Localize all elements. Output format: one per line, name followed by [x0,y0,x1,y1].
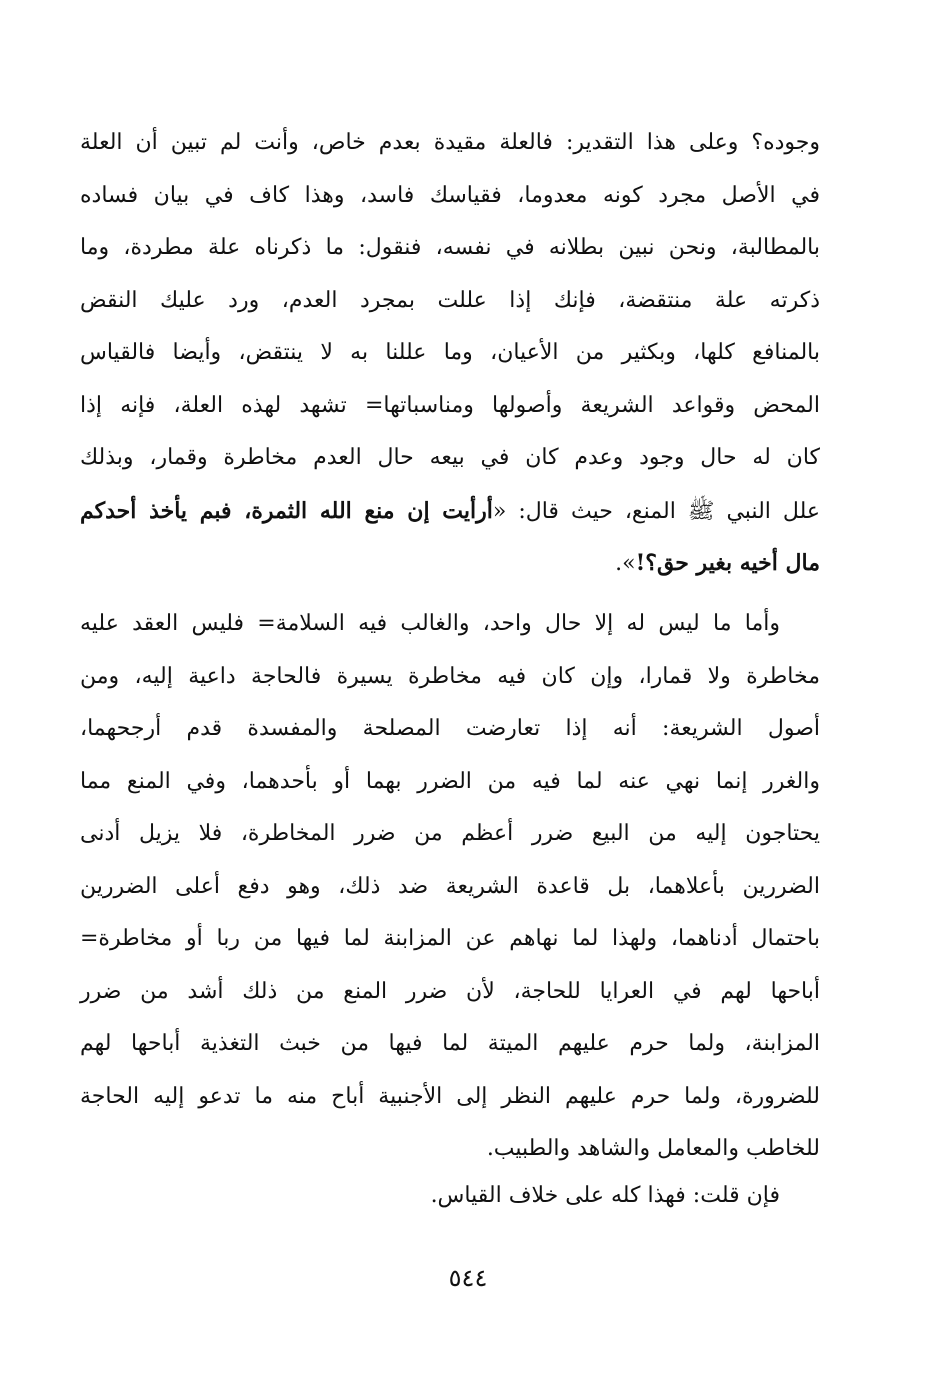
text-line-with-hadith [80,485,820,538]
text-line: وأما ما ليس له إلا حال واحد، والغالب فيه السلامة= فليس العقد عليه [80,611,780,636]
text-line: المحض وقواعد الشريعة وأصولها ومناسباتها= تشهد لهذه العلة، فإنه إذا [80,392,820,418]
text-line: للضرورة، ولما حرم عليهم النظر إلى الأجنبية أباح منه ما تدعو إليه الحاجة [80,1083,820,1109]
paragraph-1 [80,117,820,590]
page-number: ٥٤٤ [448,1264,488,1292]
text-line: بالمنافع كلها، وبكثير من الأعيان، وما عللنا به لا ينتقض، وأيضا فالقياس [80,340,820,365]
text-segment: ». [615,551,636,576]
text-line: وجوده؟ وعلى هذا التقدير: فالعلة مقيدة بعدم خاص، وأنت لم تبين أن العلة [80,130,820,155]
paragraph-3 [80,1170,820,1223]
text-line: والغرر إنما نهي عنه لما فيه من الضرر بهما أو بأحدهما، وفي المنع مما [80,768,820,794]
text-line: أباحها لهم في العرايا للحاجة، لأن ضرر المنع من ذلك أشد من ضرر [80,978,820,1004]
text-line: كان له حال وجود وعدم كان في بيعه حال العدم مخاطرة وقمار، وبذلك [80,445,820,470]
paragraph-2 [80,598,820,1176]
text-segment: علل النبي ﷺ المنع، حيث قال: « [492,498,820,524]
text-line: ذكرته علة منتقضة، فإنك إذا عللت بمجرد العدم، ورد عليك النقض [80,287,820,313]
text-line: باحتمال أدناهما، ولهذا لما نهاهم عن المزابنة لما فيها من ربا أو مخاطرة= [80,926,820,951]
hadith-quote-end: مال أخيه بغير حق؟! [635,550,820,576]
text-line-with-hadith [80,537,820,590]
text-line: فإن قلت: فهذا كله على خلاف القياس. [430,1183,780,1208]
text-line: يحتاجون إليه من البيع ضرر أعظم من ضرر المخاطرة، فلا يزيل أدنى [80,821,820,846]
text-line: المزابنة، ولما حرم عليهم الميتة لما فيها من خبث التغذية أباحها لهم [80,1031,820,1056]
hadith-quote-start: أرأيت إن منع الله الثمرة، فبم يأخذ أحدكم [80,497,493,524]
text-line: بالمطالبة، ونحن نبين بطلانه في نفسه، فنقول: ما ذكرناه علة مطردة، وما [80,235,820,260]
text-line: للخاطب والمعامل والشاهد والطبيب. [486,1136,820,1161]
text-line: الضررين بأعلاهما، بل قاعدة الشريعة ضد ذلك، وهو دفع أعلى الضررين [80,873,820,899]
text-line: أصول الشريعة: أنه إذا تعارضت المصلحة والمفسدة قدم أرجحهما، [80,716,820,741]
text-line: مخاطرة ولا قمارا، وإن كان فيه مخاطرة يسيرة فالحاجة داعية إليه، ومن [80,663,820,689]
text-line: في الأصل مجرد كونه معدوما، فقياسك فاسد، وهذا كاف في بيان فساده [80,182,820,208]
